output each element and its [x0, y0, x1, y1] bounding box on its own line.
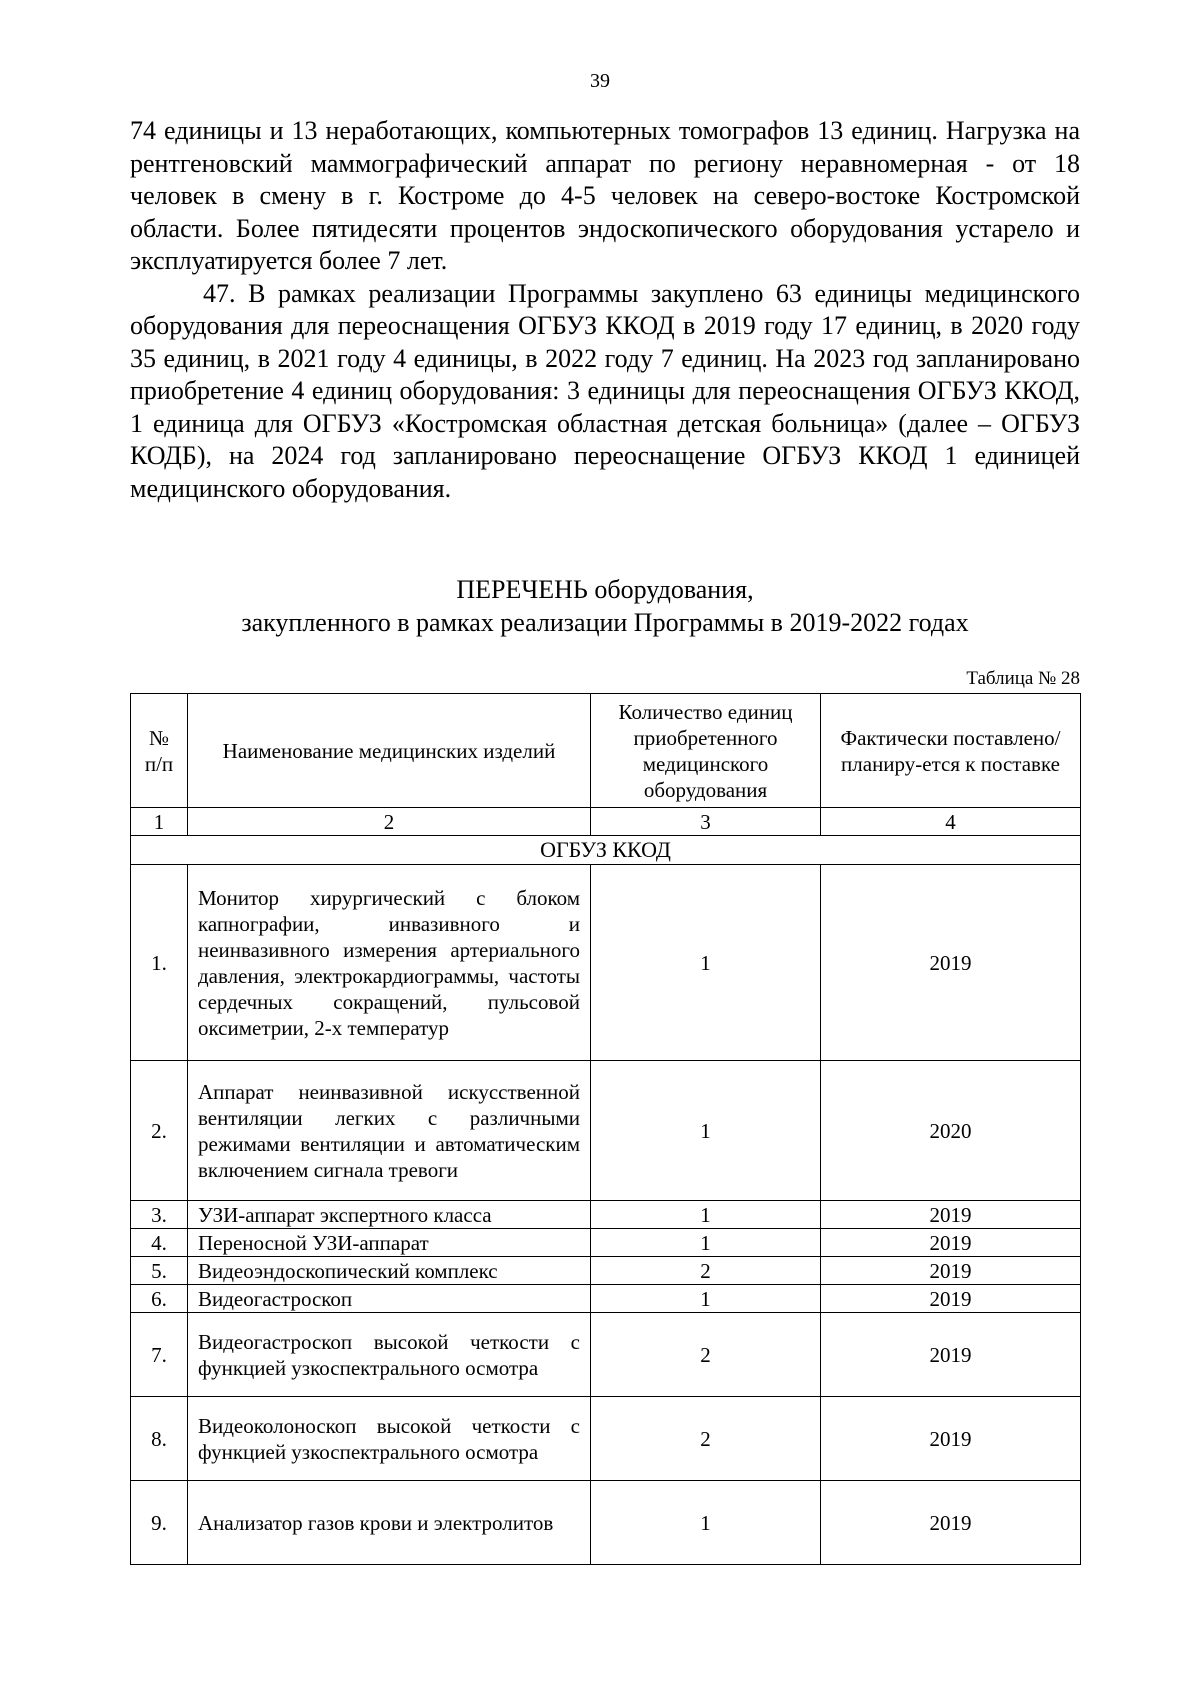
- row-name: Анализатор газов крови и электролитов: [188, 1481, 591, 1565]
- row-year: 2019: [821, 1285, 1081, 1313]
- header-qty: Количество единиц приобретенного медицинского оборудования: [591, 694, 821, 808]
- table-row: [131, 1313, 1081, 1397]
- row-quantity: 1: [591, 1481, 821, 1565]
- table-row: [131, 1257, 1081, 1285]
- paragraph-1: 74 единицы и 13 неработающих, компьютерных томографов 13 единиц. Нагрузка на рентгеновский маммографический аппарат по региону неравномерная - от 18 человек в смену в г. Костроме до 4-5 человек на северо-востоке Костромской области. Более пятидесяти процентов эндоскопического оборудования устарело и эксплуатируется более 7 лет.: [130, 116, 1080, 275]
- row-year: 2020: [821, 1061, 1081, 1201]
- section-row: [131, 836, 1081, 865]
- row-year: 2019: [821, 1481, 1081, 1565]
- row-year: 2019: [821, 1257, 1081, 1285]
- col-number-3: 3: [591, 808, 821, 836]
- table-row: [131, 1201, 1081, 1229]
- body-text: [130, 115, 1080, 505]
- col-number-4: 4: [821, 808, 1081, 836]
- page-number: 39: [590, 70, 610, 92]
- table-row: [131, 1061, 1081, 1201]
- row-quantity: 1: [591, 865, 821, 1061]
- row-name: Видеогастроскоп: [188, 1285, 591, 1313]
- row-name: Аппарат неинвазивной искусственной вентиляции легких с различными режимами вентиляции и автоматическим включением сигнала тревоги: [188, 1061, 591, 1201]
- row-quantity: 1: [591, 1229, 821, 1257]
- col-number-2: 2: [188, 808, 591, 836]
- row-name: Видеогастроскоп высокой четкости с функцией узкоспектрального осмотра: [188, 1313, 591, 1397]
- row-quantity: 1: [591, 1201, 821, 1229]
- row-number: 8.: [131, 1397, 188, 1481]
- row-quantity: 2: [591, 1257, 821, 1285]
- col-number-1: 1: [131, 808, 188, 836]
- row-quantity: 2: [591, 1313, 821, 1397]
- row-number: 5.: [131, 1257, 188, 1285]
- row-name: Видеоколоноскоп высокой четкости с функцией узкоспектрального осмотра: [188, 1397, 591, 1481]
- table-row: [131, 1229, 1081, 1257]
- row-year: 2019: [821, 1201, 1081, 1229]
- row-year: 2019: [821, 1229, 1081, 1257]
- list-title-line-1: ПЕРЕЧЕНЬ оборудования,: [456, 575, 754, 604]
- row-number: 4.: [131, 1229, 188, 1257]
- row-number: 7.: [131, 1313, 188, 1397]
- row-number: 3.: [131, 1201, 188, 1229]
- row-quantity: 1: [591, 1061, 821, 1201]
- list-title-line-2: закупленного в рамках реализации Программы в 2019-2022 годах: [241, 607, 969, 637]
- paragraph-47: 47. В рамках реализации Программы закуплено 63 единицы медицинского оборудования для переоснащения ОГБУЗ ККОД в 2019 году 17 единиц, в 2020 году 35 единиц, в 2021 году 4 единицы, в 2022 году 7 единиц. На 2023 год запланировано приобретение 4 единиц оборудования: 3 единицы для переоснащения ОГБУЗ ККОД, 1 единица для ОГБУЗ «Костромская областная детская больница» (далее – ОГБУЗ КОДБ), на 2024 год запланировано переоснащение ОГБУЗ ККОД 1 единицей медицинского оборудования.: [130, 278, 1080, 503]
- row-year: 2019: [821, 1397, 1081, 1481]
- table-label: Таблица № 28: [966, 668, 1080, 689]
- list-title: [130, 574, 1080, 639]
- row-name: Монитор хирургический с блоком капнографии, инвазивного и неинвазивного измерения артериального давления, электрокардиограммы, частоты сердечных сокращений, пульсовой оксиметрии, 2-х температур: [188, 865, 591, 1061]
- row-quantity: 1: [591, 1285, 821, 1313]
- row-number: 2.: [131, 1061, 188, 1201]
- row-quantity: 2: [591, 1397, 821, 1481]
- header-name: Наименование медицинских изделий: [188, 694, 591, 808]
- header-fact: Фактически поставлено/планиру-ется к поставке: [821, 694, 1081, 808]
- section-title: ОГБУЗ ККОД: [131, 836, 1081, 865]
- equipment-table: [130, 693, 1081, 1565]
- header-num: № п/п: [131, 694, 188, 808]
- row-number: 1.: [131, 865, 188, 1061]
- table-row: [131, 865, 1081, 1061]
- row-number: 9.: [131, 1481, 188, 1565]
- row-name: Видеоэндоскопический комплекс: [188, 1257, 591, 1285]
- row-year: 2019: [821, 865, 1081, 1061]
- row-year: 2019: [821, 1313, 1081, 1397]
- column-number-row: [131, 808, 1081, 836]
- row-name: Переносной УЗИ-аппарат: [188, 1229, 591, 1257]
- row-name: УЗИ-аппарат экспертного класса: [188, 1201, 591, 1229]
- table-row: [131, 1285, 1081, 1313]
- row-number: 6.: [131, 1285, 188, 1313]
- table-row: [131, 1481, 1081, 1565]
- table-header-row: [131, 694, 1081, 808]
- table-row: [131, 1397, 1081, 1481]
